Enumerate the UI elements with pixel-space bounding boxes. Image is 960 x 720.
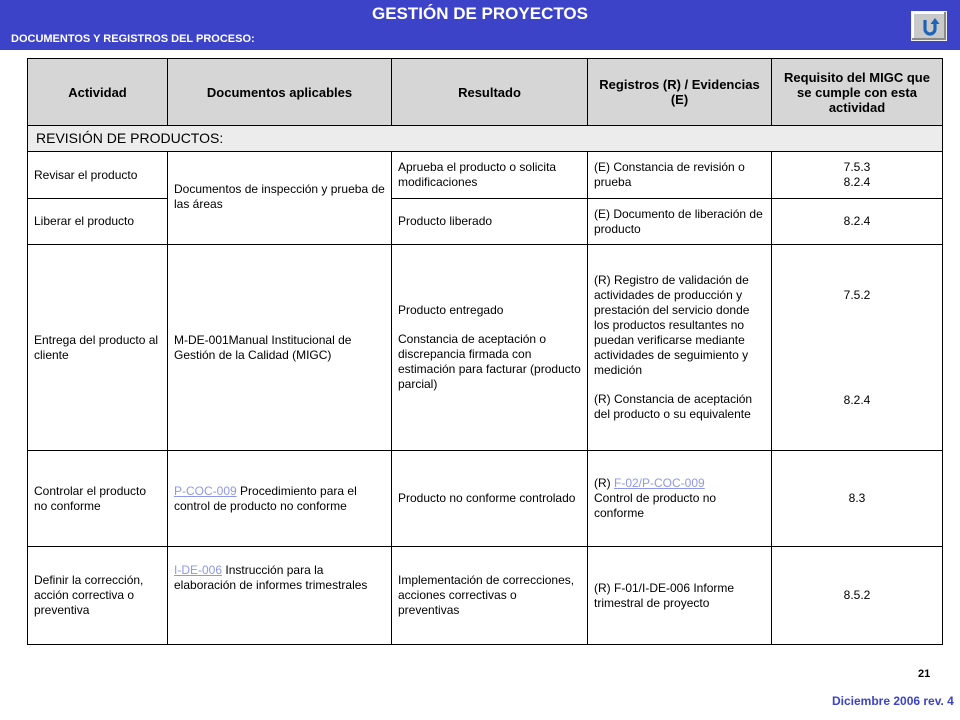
document-link[interactable]: I-DE-006: [174, 563, 223, 577]
table-row: [28, 451, 943, 547]
col-header-result: Resultado: [392, 59, 588, 126]
requirement-value: 8.2.4: [843, 175, 871, 189]
record-link[interactable]: F-02/P-COC-009: [614, 476, 705, 490]
documents-cell: M-DE-001Manual Institucional de Gestión de la Calidad (MIGC): [168, 245, 392, 451]
spacer: [398, 318, 581, 332]
footer-date: Diciembre 2006 rev. 4: [832, 694, 954, 708]
result-cell: [392, 245, 588, 451]
return-button[interactable]: [911, 11, 947, 41]
col-header-records: Registros (R) / Evidencias (E): [588, 59, 772, 126]
result-text: Constancia de aceptación o discrepancia firmada con estimación para facturar (producto parcial): [398, 332, 581, 391]
document-link[interactable]: P-COC-009: [174, 483, 237, 498]
activity-cell: Definir la corrección, acción correctiva o preventiva: [28, 547, 168, 645]
return-arrow-icon: [919, 16, 941, 38]
documents-cell: Documentos de inspección y prueba de las áreas: [168, 152, 392, 245]
section-title: REVISIÓN DE PRODUCTOS:: [28, 126, 943, 152]
activity-cell: Entrega del producto al cliente: [28, 245, 168, 451]
requirement-cell: 8.3: [772, 451, 943, 547]
record-text: Control de producto no conforme: [594, 491, 717, 520]
col-header-activity: Actividad: [28, 59, 168, 126]
section-row: [28, 126, 943, 152]
page-number: 21: [918, 668, 931, 680]
spacer: [778, 303, 936, 393]
documents-cell: [168, 547, 392, 645]
record-cell: [588, 451, 772, 547]
record-prefix: (R): [594, 476, 614, 490]
record-cell: (R) F-01/I-DE-006 Informe trimestral de proyecto: [588, 547, 772, 645]
result-text: Producto entregado: [398, 303, 504, 317]
requirement-cell: [772, 245, 943, 451]
table-row: [28, 152, 943, 199]
requirement-cell: 8.2.4: [772, 199, 943, 245]
spacer: [594, 378, 765, 392]
documents-cell: [168, 451, 392, 547]
page-subtitle: DOCUMENTOS Y REGISTROS DEL PROCESO:: [11, 33, 255, 45]
page-title: GESTIÓN DE PROYECTOS: [371, 4, 588, 23]
activity-cell: Liberar el producto: [28, 199, 168, 245]
requirement-value: 8.2.4: [843, 392, 871, 407]
requirement-value: 7.5.3: [843, 160, 871, 174]
process-table: [27, 58, 943, 645]
result-cell: Producto liberado: [392, 199, 588, 245]
requirement-value: 7.5.2: [843, 287, 871, 302]
record-cell: [588, 245, 772, 451]
result-cell: Aprueba el producto o solicita modificaciones: [392, 152, 588, 199]
record-cell: (E) Documento de liberación de producto: [588, 199, 772, 245]
record-text: (R) Registro de validación de actividades de producción y prestación del servicio donde los productos resultantes no puedan verificarse mediante actividades de seguimiento y medición: [594, 273, 750, 377]
requirement-cell: 8.5.2: [772, 547, 943, 645]
table-header-row: [28, 59, 943, 126]
activity-cell: Controlar el producto no conforme: [28, 451, 168, 547]
activity-cell: Revisar el producto: [28, 152, 168, 199]
record-cell: (E) Constancia de revisión o prueba: [588, 152, 772, 199]
col-header-requirement: Requisito del MIGC que se cumple con esta actividad: [772, 59, 943, 126]
table-row: [28, 547, 943, 645]
table-row: [28, 199, 943, 245]
document-text: Instrucción para la elaboración de informes trimestrales: [174, 563, 368, 592]
result-cell: Producto no conforme controlado: [392, 451, 588, 547]
result-cell: Implementación de correcciones, acciones correctivas o preventivas: [392, 547, 588, 645]
record-text: (R) Constancia de aceptación del producto o su equivalente: [594, 392, 753, 421]
document-text: Procedimiento para el control de producto no conforme: [174, 483, 357, 513]
col-header-documents: Documentos aplicables: [168, 59, 392, 126]
requirement-cell: [772, 152, 943, 199]
table-row: [28, 245, 943, 451]
